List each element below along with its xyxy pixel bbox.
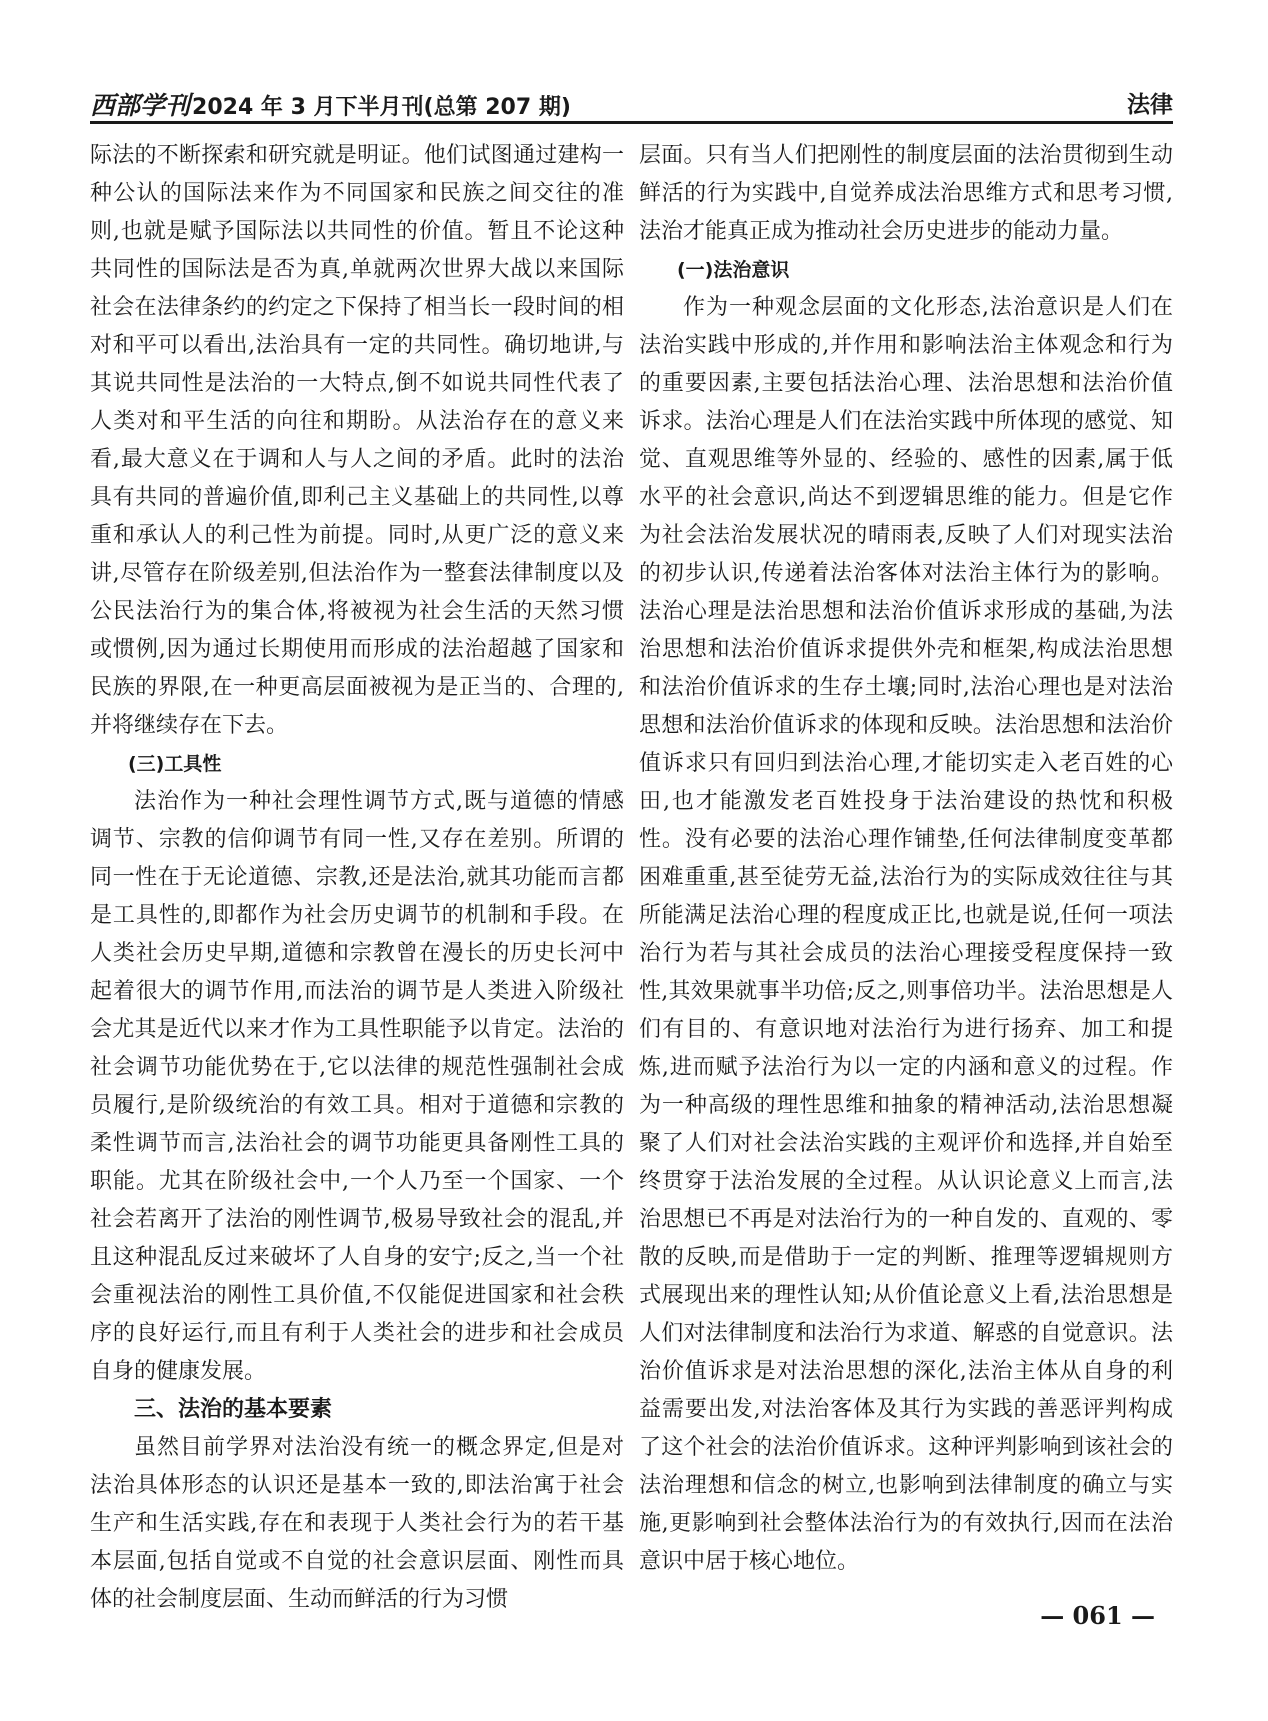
journal-logo: 西部学刊 bbox=[90, 91, 191, 120]
page-number: — 061 — bbox=[1040, 1601, 1155, 1630]
section-heading: 三、法治的基本要素 bbox=[134, 1397, 333, 1422]
paragraph: 层面。只有当人们把刚性的制度层面的法治贯彻到生动鲜活的行为实践中,自觉养成法治思维方式和思考习惯,法治才能真正成为推动社会历史进步的能动力量。 bbox=[639, 143, 1173, 244]
running-header bbox=[90, 80, 1173, 124]
paragraph: 际法的不断探索和研究就是明证。他们试图通过建构一种公认的国际法来作为不同国家和民族之间交往的准则,也就是赋予国际法以共同性的价值。暂且不论这种共同性的国际法是否为真,单就两次世界大战以来国际社会在法律条约的约定之下保持了相当长一段时间的相对和平可以看出,法治具有一定的共同性。确切地讲,与其说共同性是法治的一大特点,倒不如说共同性代表了人类对和平生活的向往和期盼。从法治存在的意义来看,最大意义在于调和人与人之间的矛盾。此时的法治具有共同的普遍价值,即利己主义基础上的共同性,以尊重和承认人的利己性为前提。同时,从更广泛的意义来讲,尽管存在阶级差别,但法治作为一整套法律制度以及公民法治行为的集合体,将被视为社会生活的天然习惯或惯例,因为通过长期使用而形成的法治超越了国家和民族的界限,在一种更高层面被视为是正当的、合理的,并将继续存在下去。 bbox=[90, 143, 624, 738]
section-name: 法律 bbox=[1127, 92, 1173, 118]
right-column bbox=[639, 137, 1173, 1581]
header-divider bbox=[90, 121, 1173, 124]
subsection-heading: (一)法治意识 bbox=[677, 259, 790, 281]
paragraph: 作为一种观念层面的文化形态,法治意识是人们在法治实践中形成的,并作用和影响法治主体观念和行为的重要因素,主要包括法治心理、法治思想和法治价值诉求。法治心理是人们在法治实践中所体现的感觉、知觉、直观思维等外显的、经验的、感性的因素,属于低水平的社会意识,尚达不到逻辑思维的能力。但是它作为社会法治发展状况的晴雨表,反映了人们对现实法治的初步认识,传递着法治客体对法治主体行为的影响。法治心理是法治思想和法治价值诉求形成的基础,为法治思想和法治价值诉求提供外壳和框架,构成法治思想和法治价值诉求的生存土壤;同时,法治心理也是对法治思想和法治价值诉求的体现和反映。法治思想和法治价值诉求只有回归到法治心理,才能切实走入老百姓的心田,也才能激发老百姓投身于法治建设的热忱和积极性。没有必要的法治心理作铺垫,任何法律制度变革都困难重重,甚至徒劳无益,法治行为的实际成效往往与其所能满足法治心理的程度成正比,也就是说,任何一项法治行为若与其社会成员的法治心理接受程度保持一致性,其效果就事半功倍;反之,则事倍功半。法治思想是人们有目的、有意识地对法治行为进行扬弃、加工和提炼,进而赋予法治行为以一定的内涵和意义的过程。作为一种高级的理性思维和抽象的精神活动,法治思想凝聚了人们对社会法治实践的主观评价和选择,并自始至终贯穿于法治发展的全过程。从认识论意义上而言,法治思想已不再是对法治行为的一种自发的、直观的、零散的反映,而是借助于一定的判断、推理等逻辑规则方式展现出来的理性认知;从价值论意义上看,法治思想是人们对法律制度和法治行为求道、解惑的自觉意识。法治价值诉求是对法治思想的深化,法治主体从自身的利益需要出发,对法治客体及其行为实践的善恶评判构成了这个社会的法治价值诉求。这种评判影响到该社会的法治理想和信念的树立,也影响到法律制度的确立与实施,更影响到社会整体法治行为的有效执行,因而在法治意识中居于核心地位。 bbox=[639, 295, 1173, 1574]
issue-info: 2024 年 3 月下半月刊(总第 207 期) bbox=[192, 95, 571, 120]
left-column bbox=[90, 137, 624, 1619]
paragraph: 虽然目前学界对法治没有统一的概念界定,但是对法治具体形态的认识还是基本一致的,即法治寓于社会生产和生活实践,存在和表现于人类社会行为的若干基本层面,包括自觉或不自觉的社会意识层面、刚性而具体的社会制度层面、生动而鲜活的行为习惯 bbox=[90, 1435, 624, 1612]
header-journal-info bbox=[90, 86, 571, 122]
subsection-heading: (三)工具性 bbox=[128, 753, 222, 775]
paragraph: 法治作为一种社会理性调节方式,既与道德的情感调节、宗教的信仰调节有同一性,又存在差别。所谓的同一性在于无论道德、宗教,还是法治,就其功能而言都是工具性的,即都作为社会历史调节的机制和手段。在人类社会历史早期,道德和宗教曾在漫长的历史长河中起着很大的调节作用,而法治的调节是人类进入阶级社会尤其是近代以来才作为工具性职能予以肯定。法治的社会调节功能优势在于,它以法律的规范性强制社会成员履行,是阶级统治的有效工具。相对于道德和宗教的柔性调节而言,法治社会的调节功能更具备刚性工具的职能。尤其在阶级社会中,一个人乃至一个国家、一个社会若离开了法治的刚性调节,极易导致社会的混乱,并且这种混乱反过来破坏了人自身的安宁;反之,当一个社会重视法治的刚性工具价值,不仅能促进国家和社会秩序的良好运行,而且有利于人类社会的进步和社会成员自身的健康发展。 bbox=[90, 789, 624, 1384]
